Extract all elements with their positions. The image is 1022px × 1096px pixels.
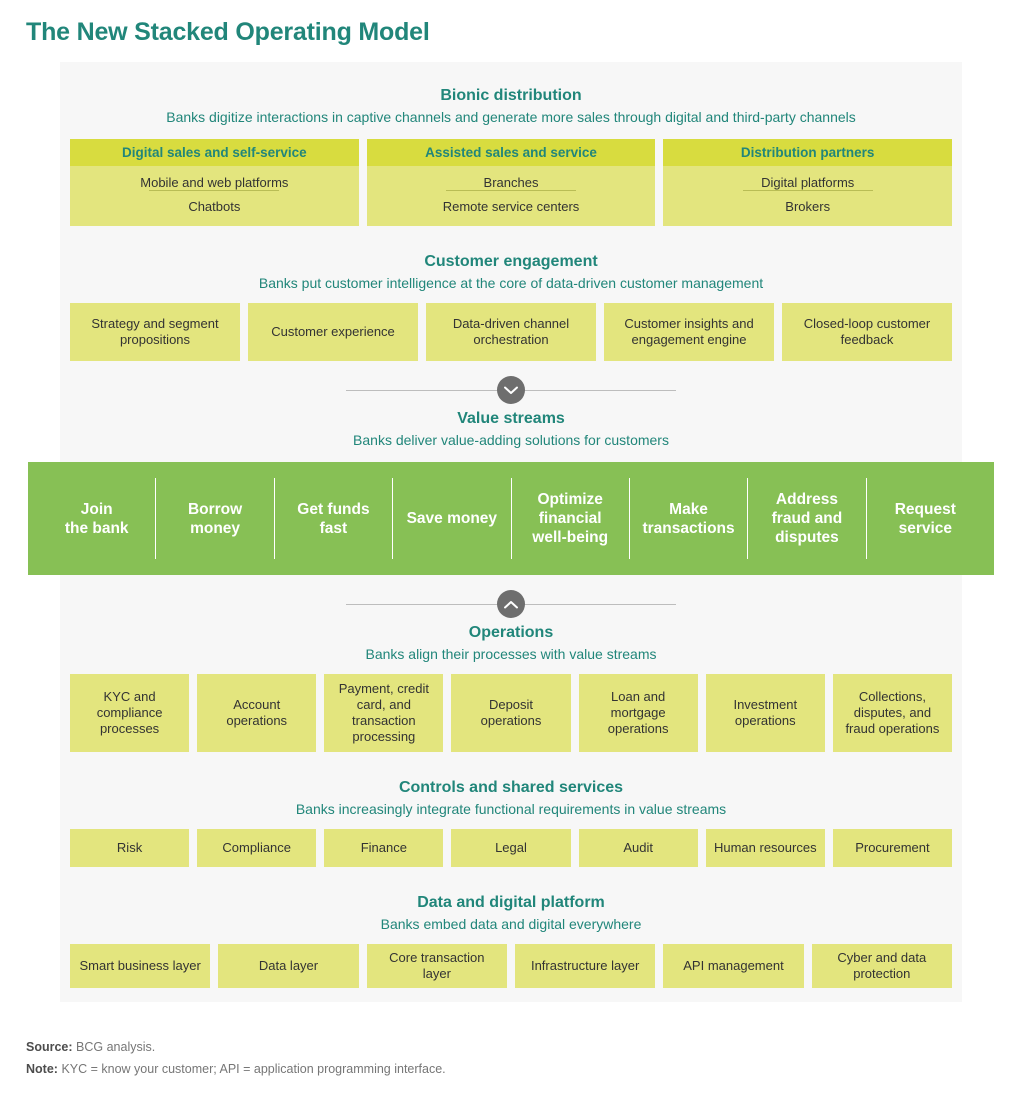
value-stream-item[interactable]: Optimize financial well-being <box>511 478 629 559</box>
bionic-item: Brokers <box>663 190 952 214</box>
bionic-item: Remote service centers <box>367 190 656 214</box>
operations-item[interactable]: KYC and compliance processes <box>70 674 189 752</box>
controls-items <box>60 829 962 867</box>
operations-item[interactable]: Payment, credit card, and transaction processing <box>324 674 443 752</box>
section-title: Value streams <box>457 410 565 427</box>
value-stream-item[interactable]: Borrow money <box>155 478 273 559</box>
source-text: BCG analysis. <box>76 1040 156 1054</box>
engagement-item[interactable]: Customer experience <box>248 303 418 361</box>
bionic-column-header: Distribution partners <box>663 139 952 166</box>
operations-item[interactable]: Account operations <box>197 674 316 752</box>
section-subtitle: Banks increasingly integrate functional requirements in value streams <box>295 801 727 817</box>
data-platform-item[interactable]: Core transaction layer <box>367 944 507 988</box>
engagement-item[interactable]: Customer insights and engagement engine <box>604 303 774 361</box>
value-stream-item[interactable]: Request service <box>866 478 984 559</box>
controls-item[interactable]: Risk <box>70 829 189 867</box>
section-title: Controls and shared services <box>398 779 624 796</box>
section-bionic-distribution-header <box>60 62 962 127</box>
section-title: Data and digital platform <box>417 894 605 911</box>
controls-item[interactable]: Compliance <box>197 829 316 867</box>
section-data-platform-header <box>60 893 962 934</box>
bionic-column[interactable] <box>70 139 359 226</box>
chevron-down-icon[interactable] <box>497 376 525 404</box>
section-title: Bionic distribution <box>440 87 582 104</box>
controls-item[interactable]: Legal <box>451 829 570 867</box>
section-value-streams-header <box>60 409 962 450</box>
section-title: Operations <box>468 624 554 641</box>
value-stream-item[interactable]: Make transactions <box>629 478 747 559</box>
bionic-column-header: Assisted sales and service <box>367 139 656 166</box>
footnotes <box>26 1036 966 1080</box>
engagement-item[interactable]: Data-driven channel orchestration <box>426 303 596 361</box>
source-note <box>26 1036 966 1058</box>
value-stream-item[interactable]: Join the bank <box>64 500 129 537</box>
section-subtitle: Banks deliver value-adding solutions for customers <box>353 432 669 448</box>
operations-item[interactable]: Investment operations <box>706 674 825 752</box>
data-platform-item[interactable]: Cyber and data protection <box>812 944 952 988</box>
controls-item[interactable]: Procurement <box>833 829 952 867</box>
engagement-item[interactable]: Strategy and segment propositions <box>70 303 240 361</box>
controls-item[interactable]: Audit <box>579 829 698 867</box>
section-subtitle: Banks digitize interactions in captive channels and generate more sales through digital and third-party channels <box>166 109 856 125</box>
data-platform-item[interactable]: Smart business layer <box>70 944 210 988</box>
value-stream-item[interactable]: Address fraud and disputes <box>747 478 865 559</box>
operations-items <box>60 674 962 752</box>
value-streams-band <box>28 462 994 575</box>
value-stream-item[interactable]: Save money <box>392 478 510 559</box>
section-operations-header <box>60 623 962 664</box>
bionic-column-header: Digital sales and self-service <box>70 139 359 166</box>
section-title: Customer engagement <box>424 253 598 270</box>
bionic-item: Mobile and web platforms <box>140 175 289 190</box>
note <box>26 1058 966 1080</box>
engagement-items <box>60 303 962 361</box>
controls-item[interactable]: Finance <box>324 829 443 867</box>
section-subtitle: Banks put customer intelligence at the core of data-driven customer management <box>258 275 764 291</box>
section-controls-header <box>60 778 962 819</box>
controls-item[interactable]: Human resources <box>706 829 825 867</box>
data-platform-item[interactable]: Infrastructure layer <box>515 944 655 988</box>
section-customer-engagement-header <box>60 252 962 293</box>
diagram-canvas <box>60 62 962 1002</box>
value-stream-item[interactable]: Get funds fast <box>274 478 392 559</box>
data-platform-items <box>60 944 962 988</box>
chevron-up-icon[interactable] <box>497 590 525 618</box>
divider-up <box>60 587 962 621</box>
data-platform-item[interactable]: API management <box>663 944 803 988</box>
data-platform-item[interactable]: Data layer <box>218 944 358 988</box>
bionic-columns <box>60 139 962 226</box>
bionic-column[interactable] <box>367 139 656 226</box>
bionic-item: Chatbots <box>70 190 359 214</box>
note-label: Note: <box>26 1062 58 1076</box>
section-subtitle: Banks embed data and digital everywhere <box>380 916 642 932</box>
source-label: Source: <box>26 1040 73 1054</box>
operations-item[interactable]: Collections, disputes, and fraud operations <box>833 674 952 752</box>
bionic-item: Digital platforms <box>761 175 855 190</box>
operations-item[interactable]: Deposit operations <box>451 674 570 752</box>
bionic-item: Branches <box>483 175 539 190</box>
engagement-item[interactable]: Closed-loop customer feedback <box>782 303 952 361</box>
note-text: KYC = know your customer; API = application programming interface. <box>61 1062 446 1076</box>
section-subtitle: Banks align their processes with value streams <box>365 646 657 662</box>
operations-item[interactable]: Loan and mortgage operations <box>579 674 698 752</box>
bionic-column[interactable] <box>663 139 952 226</box>
page-title: The New Stacked Operating Model <box>26 18 430 46</box>
divider-down <box>60 373 962 407</box>
